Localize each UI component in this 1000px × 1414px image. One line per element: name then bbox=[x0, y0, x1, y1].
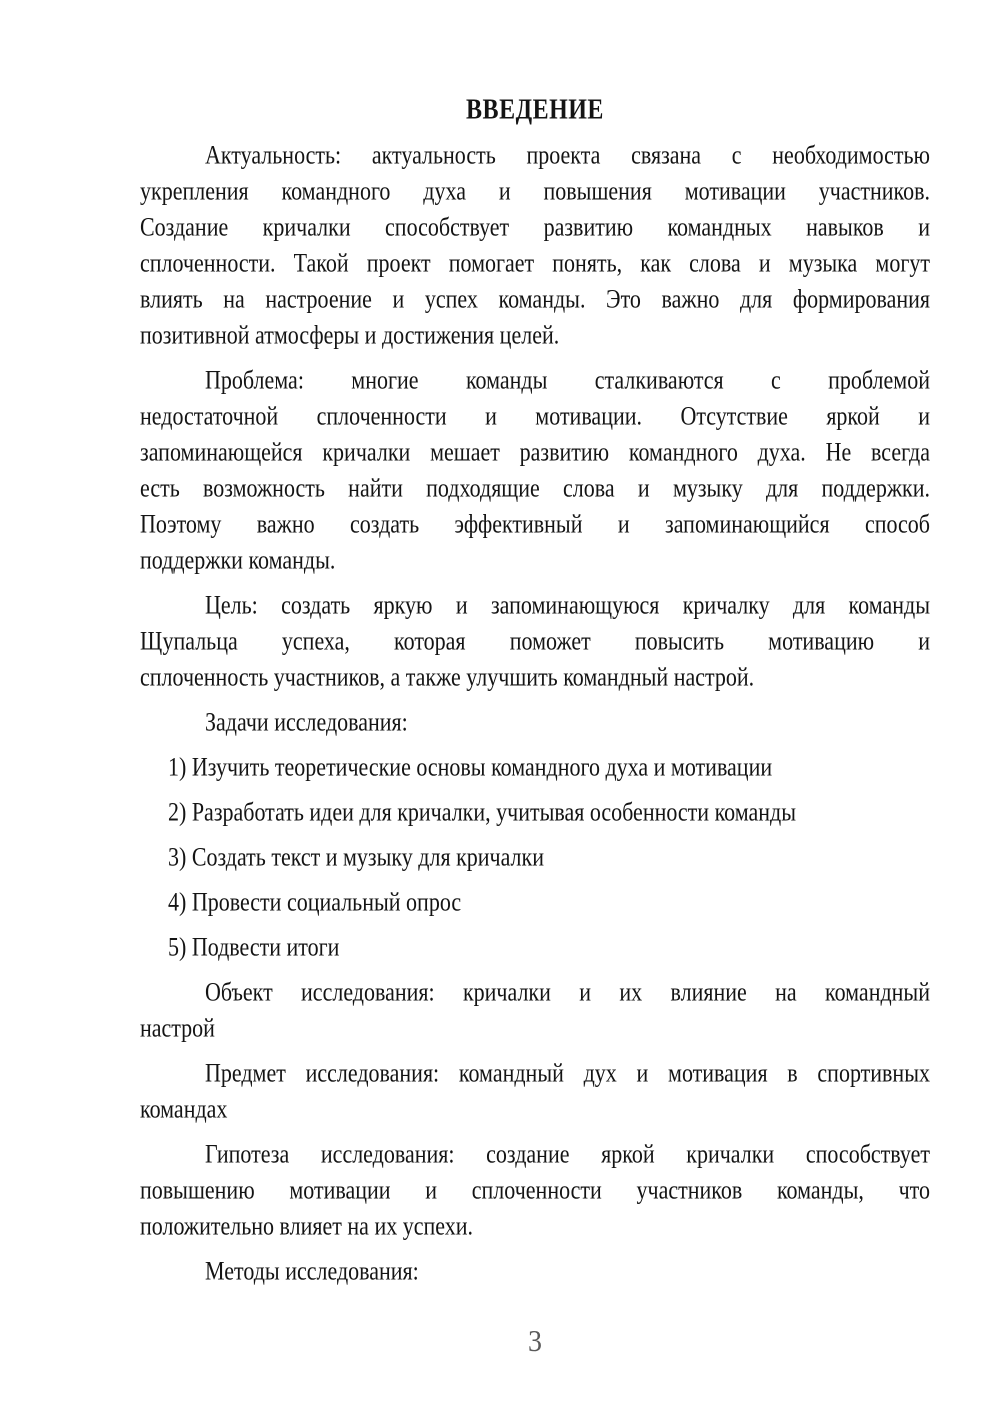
text-line: Гипотеза исследования: создание яркой кричалки способствует bbox=[205, 1138, 930, 1169]
text-line: Предмет исследования: командный дух и мотивация в спортивных bbox=[205, 1057, 930, 1088]
text-line: Актуальность: актуальность проекта связана с необходимостью bbox=[205, 139, 930, 170]
paragraph bbox=[140, 137, 930, 353]
paragraph bbox=[140, 1253, 930, 1289]
task-list-item bbox=[140, 929, 930, 965]
text-line: повышению мотивации и сплоченности участников команды, что bbox=[140, 1174, 930, 1205]
page-number: 3 bbox=[528, 1324, 542, 1359]
paragraphs-container bbox=[140, 137, 930, 1289]
text-line: сплоченность участников, а также улучшить командный настрой. bbox=[140, 661, 755, 692]
text-line: Создание кричалки способствует развитию командных навыков и bbox=[140, 211, 930, 242]
text-line: Цель: создать яркую и запоминающуюся кричалку для команды bbox=[205, 589, 930, 620]
document-body bbox=[140, 92, 930, 1289]
task-list-item bbox=[140, 794, 930, 830]
task-list-item bbox=[140, 839, 930, 875]
text-line: настрой bbox=[140, 1012, 215, 1043]
task-list-item bbox=[140, 749, 930, 785]
text-line: есть возможность найти подходящие слова и музыку для поддержки. bbox=[140, 472, 930, 503]
task-list-item bbox=[140, 884, 930, 920]
paragraph bbox=[140, 704, 930, 740]
text-line: 4) Провести социальный опрос bbox=[168, 886, 462, 917]
paragraph bbox=[140, 587, 930, 695]
paragraph bbox=[140, 1055, 930, 1127]
text-line: 5) Подвести итоги bbox=[168, 931, 340, 962]
text-line: влиять на настроение и успех команды. Это важно для формирования bbox=[140, 283, 930, 314]
paragraph bbox=[140, 1136, 930, 1244]
text-line: 1) Изучить теоретические основы командного духа и мотивации bbox=[168, 751, 773, 782]
text-line: Поэтому важно создать эффективный и запоминающийся способ bbox=[140, 508, 930, 539]
text-line: недостаточной сплоченности и мотивации. Отсутствие яркой и bbox=[140, 400, 930, 431]
text-line: командах bbox=[140, 1093, 228, 1124]
text-line: сплоченности. Такой проект помогает понять, как слова и музыка могут bbox=[140, 247, 930, 278]
text-line: позитивной атмосферы и достижения целей. bbox=[140, 319, 560, 350]
text-line: Задачи исследования: bbox=[205, 706, 408, 737]
text-line: Объект исследования: кричалки и их влияние на командный bbox=[205, 976, 930, 1007]
text-line: запоминающейся кричалки мешает развитию командного духа. Не всегда bbox=[140, 436, 930, 467]
text-line: Щупальца успеха, которая поможет повысить мотивацию и bbox=[140, 625, 930, 656]
text-line: укрепления командного духа и повышения мотивации участников. bbox=[140, 175, 930, 206]
text-line: 2) Разработать идеи для кричалки, учитывая особенности команды bbox=[168, 796, 797, 827]
paragraph bbox=[140, 974, 930, 1046]
paragraph bbox=[140, 362, 930, 578]
text-line: поддержки команды. bbox=[140, 544, 336, 575]
text-line: 3) Создать текст и музыку для кричалки bbox=[168, 841, 544, 872]
text-line: положительно влияет на их успехи. bbox=[140, 1210, 473, 1241]
section-title: ВВЕДЕНИЕ bbox=[466, 94, 604, 126]
text-line: Проблема: многие команды сталкиваются с проблемой bbox=[205, 364, 930, 395]
text-line: Методы исследования: bbox=[205, 1255, 419, 1286]
